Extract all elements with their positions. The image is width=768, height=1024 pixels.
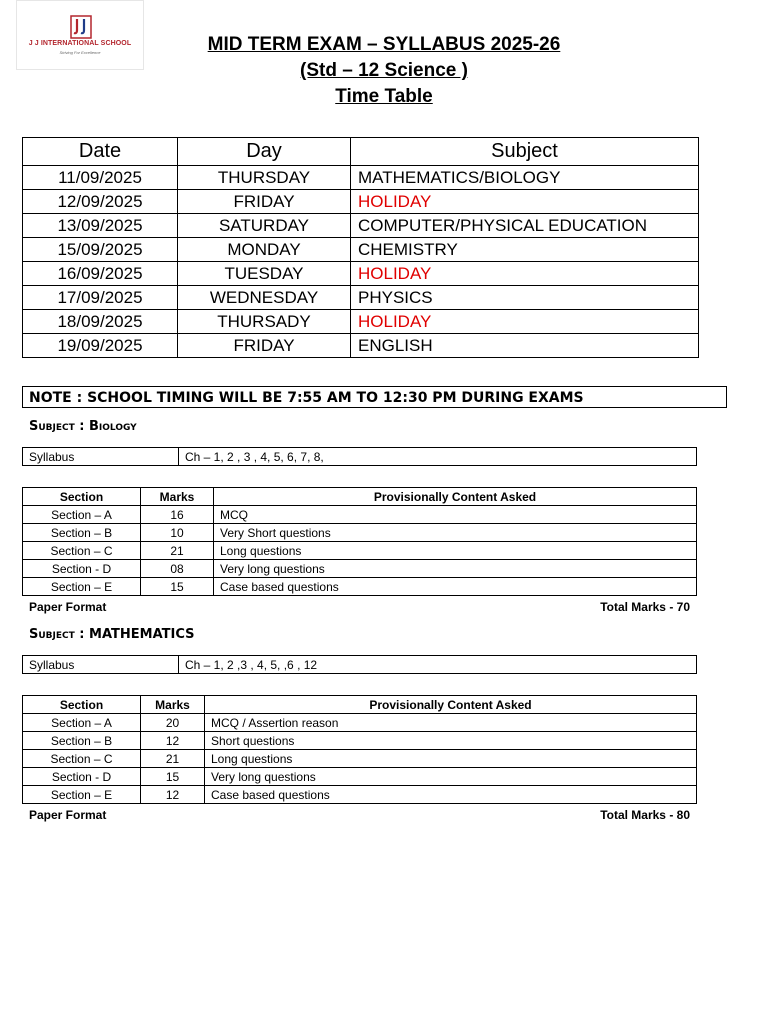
section-content: MCQ (214, 506, 697, 524)
biology-paper-format: Paper Format (29, 600, 107, 614)
section-marks: 12 (141, 732, 205, 750)
section-content: Very long questions (205, 768, 697, 786)
section-content: Short questions (205, 732, 697, 750)
column-header-subject: Subject (351, 138, 699, 166)
mathematics-total-marks: Total Marks - 80 (600, 808, 690, 822)
section-row (23, 714, 697, 732)
exam-subject: COMPUTER/PHYSICAL EDUCATION (351, 214, 699, 238)
section-marks: 21 (141, 542, 214, 560)
timetable-row (23, 310, 699, 334)
section-marks: 15 (141, 768, 205, 786)
exam-subject: ENGLISH (351, 334, 699, 358)
section-row (23, 768, 697, 786)
mathematics-paper-table (22, 695, 697, 804)
exam-date: 16/09/2025 (23, 262, 178, 286)
exam-subject: PHYSICS (351, 286, 699, 310)
timetable-row (23, 286, 699, 310)
syllabus-row (23, 656, 697, 674)
section-row (23, 732, 697, 750)
section-content: Case based questions (205, 786, 697, 804)
exam-day: WEDNESDAY (178, 286, 351, 310)
exam-day: FRIDAY (178, 334, 351, 358)
section-name: Section – B (23, 732, 141, 750)
column-header-marks: Marks (141, 696, 205, 714)
section-name: Section - D (23, 560, 141, 578)
section-row (23, 542, 697, 560)
page-title: MID TERM EXAM – SYLLABUS 2025-26 (207, 34, 561, 55)
exam-timing-note: NOTE : SCHOOL TIMING WILL BE 7:55 AM TO 12:30 PM DURING EXAMS (22, 386, 727, 408)
mathematics-syllabus (22, 655, 697, 674)
section-marks: 15 (141, 578, 214, 596)
exam-date: 19/09/2025 (23, 334, 178, 358)
section-row (23, 560, 697, 578)
exam-day: SATURDAY (178, 214, 351, 238)
section-row (23, 750, 697, 768)
section-name: Section – E (23, 786, 141, 804)
exam-day: THURSDAY (178, 166, 351, 190)
column-header-day: Day (178, 138, 351, 166)
timetable-row (23, 190, 699, 214)
syllabus-label: Syllabus (23, 656, 179, 674)
exam-day: THURSADY (178, 310, 351, 334)
section-name: Section – B (23, 524, 141, 542)
section-name: Section – C (23, 542, 141, 560)
exam-subject: HOLIDAY (351, 310, 699, 334)
column-header-section: Section (23, 488, 141, 506)
section-name: Section – E (23, 578, 141, 596)
exam-subject: MATHEMATICS/BIOLOGY (351, 166, 699, 190)
section-content: Case based questions (214, 578, 697, 596)
timetable-row (23, 334, 699, 358)
timetable-row (23, 166, 699, 190)
section-content: Long questions (214, 542, 697, 560)
syllabus-chapters: Ch – 1, 2 ,3 , 4, 5, ,6 , 12 (179, 656, 697, 674)
biology-paper-table (22, 487, 697, 596)
section-content: Very long questions (214, 560, 697, 578)
section-content: MCQ / Assertion reason (205, 714, 697, 732)
section-name: Section – A (23, 506, 141, 524)
biology-heading: Subject : Biology (29, 419, 137, 434)
logo-tagline: Striving For Excellence (59, 50, 101, 55)
section-content: Long questions (205, 750, 697, 768)
mathematics-paper-format: Paper Format (29, 808, 107, 822)
biology-syllabus (22, 447, 697, 466)
section-header-row (23, 488, 697, 506)
exam-subject: HOLIDAY (351, 190, 699, 214)
exam-day: FRIDAY (178, 190, 351, 214)
timetable-row (23, 262, 699, 286)
exam-day: MONDAY (178, 238, 351, 262)
exam-day: TUESDAY (178, 262, 351, 286)
section-row (23, 786, 697, 804)
section-row (23, 524, 697, 542)
exam-date: 12/09/2025 (23, 190, 178, 214)
column-header-content: Provisionally Content Asked (205, 696, 697, 714)
section-row (23, 578, 697, 596)
syllabus-chapters: Ch – 1, 2 , 3 , 4, 5, 6, 7, 8, (179, 448, 697, 466)
timetable-title: Time Table (335, 86, 433, 107)
section-marks: 12 (141, 786, 205, 804)
syllabus-row (23, 448, 697, 466)
section-content: Very Short questions (214, 524, 697, 542)
section-name: Section – A (23, 714, 141, 732)
section-name: Section – C (23, 750, 141, 768)
exam-date: 15/09/2025 (23, 238, 178, 262)
section-name: Section - D (23, 768, 141, 786)
section-header-row (23, 696, 697, 714)
column-header-date: Date (23, 138, 178, 166)
section-row (23, 506, 697, 524)
timetable-header (23, 138, 699, 166)
exam-subject: HOLIDAY (351, 262, 699, 286)
standard-label: (Std – 12 Science ) (300, 60, 468, 81)
exam-date: 11/09/2025 (23, 166, 178, 190)
timetable (22, 137, 699, 358)
column-header-section: Section (23, 696, 141, 714)
exam-date: 18/09/2025 (23, 310, 178, 334)
section-marks: 08 (141, 560, 214, 578)
timetable-row (23, 238, 699, 262)
column-header-content: Provisionally Content Asked (214, 488, 697, 506)
exam-date: 17/09/2025 (23, 286, 178, 310)
biology-total-marks: Total Marks - 70 (600, 600, 690, 614)
column-header-marks: Marks (141, 488, 214, 506)
exam-date: 13/09/2025 (23, 214, 178, 238)
timetable-row (23, 214, 699, 238)
syllabus-label: Syllabus (23, 448, 179, 466)
mathematics-heading: Subject : MATHEMATICS (29, 627, 195, 642)
section-marks: 21 (141, 750, 205, 768)
exam-subject: CHEMISTRY (351, 238, 699, 262)
section-marks: 10 (141, 524, 214, 542)
logo-school-name: J J INTERNATIONAL SCHOOL (28, 40, 132, 47)
section-marks: 20 (141, 714, 205, 732)
section-marks: 16 (141, 506, 214, 524)
